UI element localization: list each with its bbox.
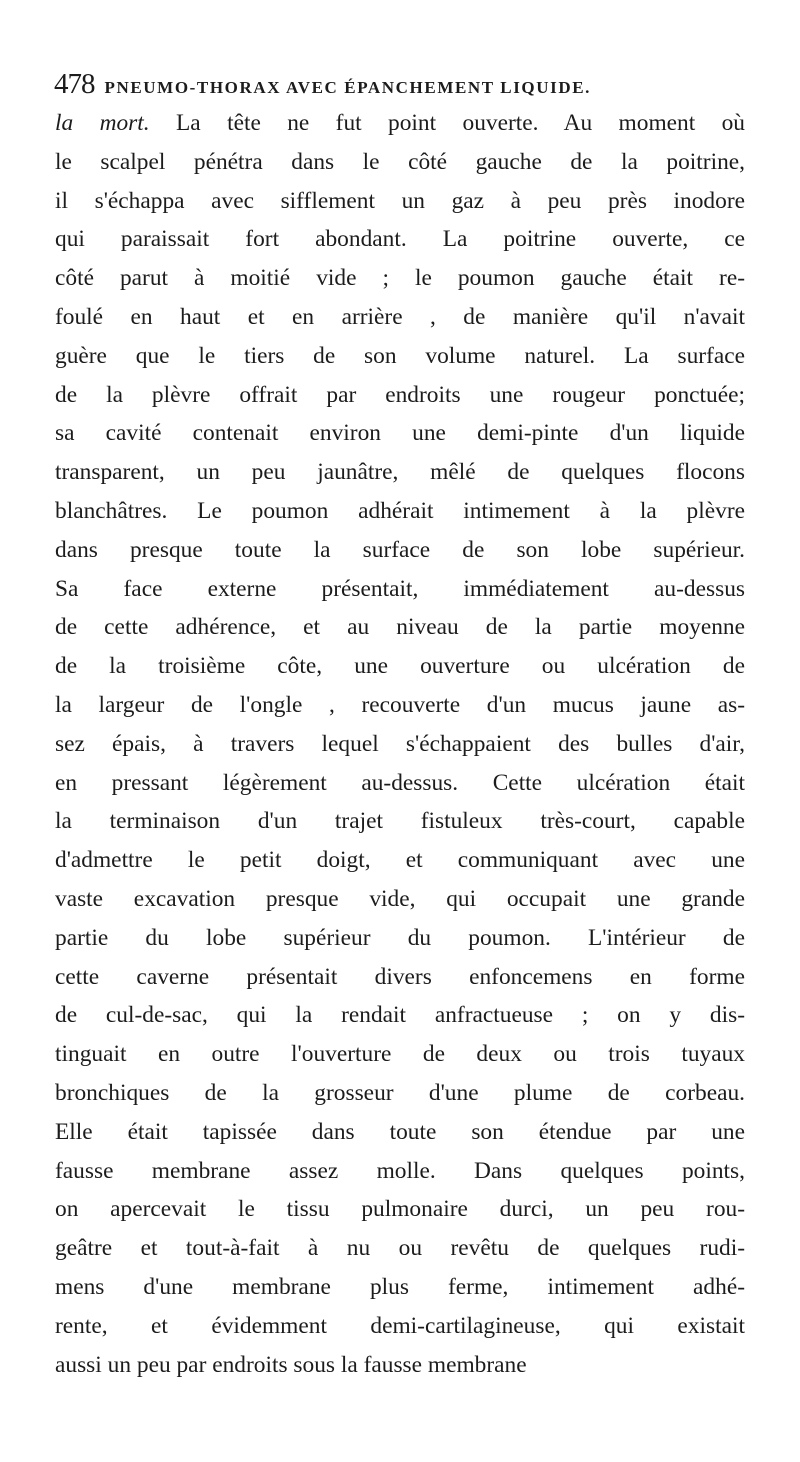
text-line: mens d'une membrane plus ferme, intimement adhé-: [55, 1273, 745, 1300]
text-line: [55, 104, 745, 143]
text-line: cette caverne présentait divers enfoncemens en forme: [55, 963, 745, 990]
text-line: il s'échappa avec sifflement un gaz à peu près inodore: [55, 187, 745, 214]
text-line: de la troisième côte, une ouverture ou ulcération de: [55, 653, 745, 680]
text-fragment: La tête ne fut point ouverte. Au moment où: [149, 110, 745, 136]
text-line: en pressant légèrement au-dessus. Cette ulcération était: [55, 769, 745, 796]
text-line: aussi un peu par endroits sous la fausse membrane: [55, 1351, 527, 1378]
text-line: guère que le tiers de son volume naturel. La surface: [55, 342, 745, 369]
body-text: [55, 104, 745, 1384]
text-line: d'admettre le petit doigt, et communiquant avec une: [55, 847, 745, 874]
text-line: partie du lobe supérieur du poumon. L'intérieur de: [55, 924, 745, 951]
text-line: bronchiques de la grosseur d'une plume de corbeau.: [55, 1079, 745, 1106]
text-line: de la plèvre offrait par endroits une rougeur ponctuée;: [55, 381, 745, 408]
text-line: on apercevait le tissu pulmonaire durci, un peu rou-: [55, 1196, 745, 1223]
text-line: de cette adhérence, et au niveau de la partie moyenne: [55, 614, 745, 641]
text-line: qui paraissait fort abondant. La poitrine ouverte, ce: [55, 226, 745, 253]
page-number: 478: [54, 68, 95, 100]
text-line: Elle était tapissée dans toute son étendue par une: [55, 1118, 745, 1145]
text-line: sez épais, à travers lequel s'échappaient des bulles d'air,: [55, 730, 745, 757]
text-line: la largeur de l'ongle , recouverte d'un mucus jaune as-: [55, 691, 745, 718]
running-head: [54, 68, 754, 108]
text-line: geâtre et tout-à-fait à nu ou revêtu de quelques rudi-: [55, 1235, 745, 1262]
italic-phrase: la mort.: [55, 110, 150, 136]
text-line: vaste excavation presque vide, qui occupait une grande: [55, 885, 745, 912]
text-line: dans presque toute la surface de son lobe supérieur.: [55, 536, 745, 563]
text-line: transparent, un peu jaunâtre, mêlé de quelques flocons: [55, 459, 745, 486]
text-line: sa cavité contenait environ une demi-pinte d'un liquide: [55, 420, 745, 447]
text-line: blanchâtres. Le poumon adhérait intimement à la plèvre: [55, 497, 745, 524]
text-line: Sa face externe présentait, immédiatement au-dessus: [55, 575, 745, 602]
text-line: fausse membrane assez molle. Dans quelques points,: [55, 1157, 745, 1184]
text-line: côté parut à moitié vide ; le poumon gauche était re-: [55, 265, 745, 292]
text-line: le scalpel pénétra dans le côté gauche de la poitrine,: [55, 148, 745, 175]
text-line: foulé en haut et en arrière , de manière qu'il n'avait: [55, 303, 745, 330]
text-line: la terminaison d'un trajet fistuleux très-court, capable: [55, 808, 745, 835]
text-line: tinguait en outre l'ouverture de deux ou trois tuyaux: [55, 1041, 745, 1068]
text-line: rente, et évidemment demi-cartilagineuse, qui existait: [55, 1312, 745, 1339]
text-line: de cul-de-sac, qui la rendait anfractueuse ; on y dis-: [55, 1002, 745, 1029]
running-title: PNEUMO-THORAX AVEC ÉPANCHEMENT LIQUIDE.: [104, 78, 591, 97]
